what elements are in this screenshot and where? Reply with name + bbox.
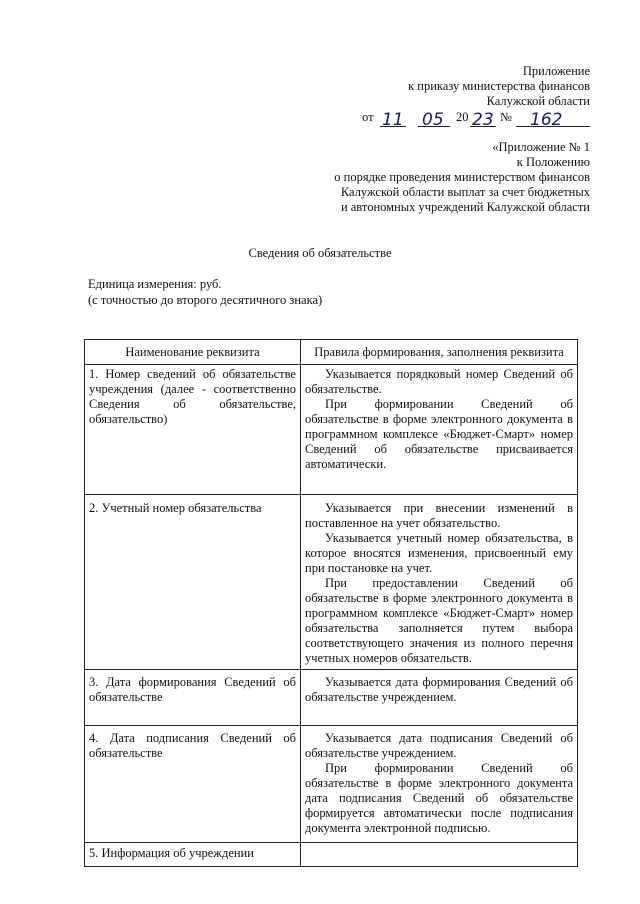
requisite-name: 5. Информация об учреждении bbox=[85, 843, 301, 867]
column-header-name: Наименование реквизита bbox=[85, 340, 301, 365]
rule-paragraph: Указывается дата формирования Сведений об обязательстве учреждением. bbox=[305, 675, 573, 704]
table-row bbox=[85, 365, 578, 495]
document-title: Сведения об обязательстве bbox=[248, 246, 392, 260]
rule-paragraph: При предоставлении Сведений об обязательстве в форме электронного документа в программном комплексе «Бюджет-Смарт» номер обязательства заполняется путем выбора соответствующего значения из полного перечня учетных номеров обязательств. bbox=[305, 576, 573, 665]
requisites-table bbox=[84, 339, 578, 867]
rule-paragraph: Указывается учетный номер обязательства, в которое вносятся изменения, присвоенный ему при постановке на учет. bbox=[305, 531, 573, 575]
table-row bbox=[85, 726, 578, 843]
requisite-rules bbox=[301, 726, 578, 843]
annex-regulation: к Положению bbox=[516, 155, 590, 169]
table-row bbox=[85, 843, 578, 867]
order-reference: к приказу министерства финансов bbox=[408, 79, 590, 93]
requisite-rules bbox=[301, 365, 578, 495]
annex-procedure-line2: Калужской области выплат за счет бюджетных bbox=[340, 185, 590, 199]
date-day: 11 bbox=[382, 110, 404, 130]
requisite-name: 4. Дата подписания Сведений об обязательстве bbox=[85, 726, 301, 843]
requisite-rules bbox=[301, 495, 578, 670]
table-row bbox=[85, 495, 578, 670]
date-year-prefix: 20 bbox=[456, 110, 469, 124]
appendix-title: Приложение bbox=[522, 64, 590, 78]
column-header-rules: Правила формирования, заполнения реквизита bbox=[301, 340, 578, 365]
date-month: 05 bbox=[422, 110, 444, 130]
order-number: 162 bbox=[530, 110, 563, 130]
rule-paragraph: Указывается порядковый номер Сведений об обязательстве. bbox=[305, 367, 573, 396]
annex-title: «Приложение № 1 bbox=[492, 140, 590, 154]
requisite-name: 1. Номер сведений об обязательстве учреждения (далее - соответственно Сведения об обязательстве, обязательство) bbox=[85, 365, 301, 495]
date-year-suffix: 23 bbox=[472, 110, 494, 130]
annex-header bbox=[334, 140, 590, 215]
rule-paragraph: При формировании Сведений об обязательстве в форме электронного документа в программном комплексе «Бюджет-Смарт» номер Сведений об обязательстве присваивается автоматически. bbox=[305, 397, 573, 471]
units-line: Единица измерения: руб. bbox=[88, 277, 222, 291]
annex-procedure-line3: и автономных учреждений Калужской области bbox=[340, 200, 590, 214]
date-prefix: от bbox=[362, 110, 374, 124]
table-row bbox=[85, 670, 578, 726]
requisite-name: 2. Учетный номер обязательства bbox=[85, 495, 301, 670]
order-date-line bbox=[362, 106, 592, 128]
region-name: Калужской области bbox=[486, 94, 590, 108]
rule-paragraph: Указывается дата подписания Сведений об обязательстве учреждением. bbox=[305, 731, 573, 760]
table-header-row bbox=[85, 340, 578, 365]
requisite-name: 3. Дата формирования Сведений об обязательстве bbox=[85, 670, 301, 726]
precision-line: (с точностью до второго десятичного знака) bbox=[88, 293, 323, 307]
rule-paragraph: При формировании Сведений об обязательстве в форме электронного документа дата подписания Сведений об обязательстве формируется автоматически после подписания документа электронной подписью. bbox=[305, 761, 573, 835]
annex-procedure-line1: о порядке проведения министерством финансов bbox=[334, 170, 590, 184]
rule-paragraph: Указывается при внесении изменений в поставленное на учет обязательство. bbox=[305, 501, 573, 530]
number-sign: № bbox=[500, 110, 512, 124]
appendix-header bbox=[408, 64, 590, 109]
requisite-rules bbox=[301, 843, 578, 867]
units-note bbox=[88, 276, 322, 308]
requisite-rules bbox=[301, 670, 578, 726]
